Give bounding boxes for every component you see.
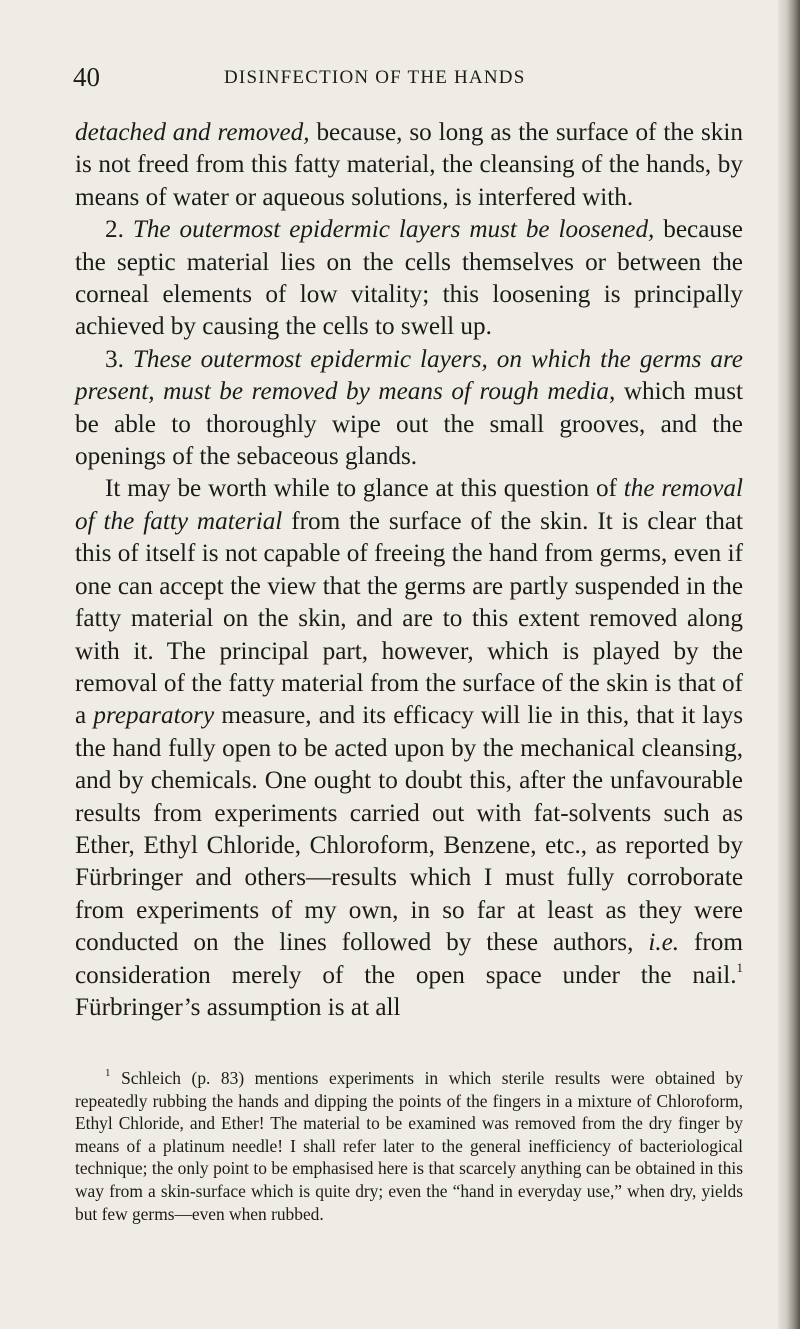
text-run: measure, and its efficacy will lie in this, that it lays the hand fully open to be acted upon by the mechanical cleansing, and by chemicals. One ought to doubt this, after the unfavourable results from experiments carried out with fat-solvents such as Ether, Ethyl Chloride, Chloroform, Benzene, etc., as reported by Fürbringer and others—results which I must fully corroborate from experiments of my own, in so far at least as they were conducted on the lines followed by these authors,	[75, 702, 743, 957]
list-number: 3.	[105, 345, 133, 373]
italic-phrase: preparatory	[93, 702, 215, 730]
page-number: 40	[73, 62, 100, 92]
italic-phrase: i.e.	[648, 929, 680, 957]
italic-phrase: The outermost epidermic layers must be loosened,	[132, 216, 655, 244]
text-run: Fürbringer’s assumption is at all	[75, 993, 401, 1021]
running-head	[73, 60, 743, 96]
footnote-reference[interactable]: 1	[736, 959, 743, 975]
text-run: which must be able to thoroughly wipe out the small grooves, and the openings of the sebaceous glands.	[75, 378, 744, 471]
page-edge-shadow	[778, 0, 800, 1329]
footnote-marker: 1	[105, 1067, 111, 1079]
text-run: because, so long as the surface of the skin is not freed from this fatty material, the cleansing of the hands, by means of water or aqueous solutions, is interfered with.	[75, 119, 743, 211]
paragraph-1	[75, 117, 743, 214]
text-run: It may be worth while to glance at this question of	[105, 475, 624, 503]
italic-phrase: detached and removed,	[75, 119, 310, 146]
footnote-text: Schleich (p. 83) mentions experiments in which sterile results were obtained by repeatedly rubbing the hands and dipping the points of the fingers in a mixture of Chloroform, Ethyl Chloride, and Ether! The material to be examined was removed from the dry finger by means of a platinum needle! I shall refer later to the general inefficiency of bacteriological technique; the only point to be emphasised here is that scarcely anything can be obtained in this way from a skin-surface which is quite dry; even the “hand in everyday use,” when dry, yields but few germs—even when rubbed.	[75, 1068, 743, 1224]
text-run: because the septic material lies on the cells themselves or between the corneal elements of low vitality; this loosening is principally achieved by causing the cells to swell up.	[75, 216, 743, 341]
paragraph-4	[75, 473, 743, 1024]
paragraph-3	[75, 344, 743, 474]
italic-phrase: These outermost epidermic layers, on which the germs are present, must be removed by means of rough media,	[75, 345, 743, 406]
main-text	[75, 117, 743, 1024]
text-run: from the surface of the skin. It is clear that this of itself is not capable of freeing the hand from germs, even if one can accept the view that the germs are partly suspended in the fatty material on the skin, and are to this extent removed along with it. The principal part, however, which is played by the removal of the fatty material from the surface of the skin is that of a	[75, 507, 744, 730]
list-number: 2.	[105, 216, 133, 244]
footnote	[75, 1067, 743, 1225]
running-title: DISINFECTION OF THE HANDS	[224, 67, 526, 88]
italic-phrase: the removal of the fatty material	[75, 475, 743, 535]
paragraph-2	[75, 214, 743, 344]
text-run: from consideration merely of the open space under the nail.	[75, 929, 743, 989]
